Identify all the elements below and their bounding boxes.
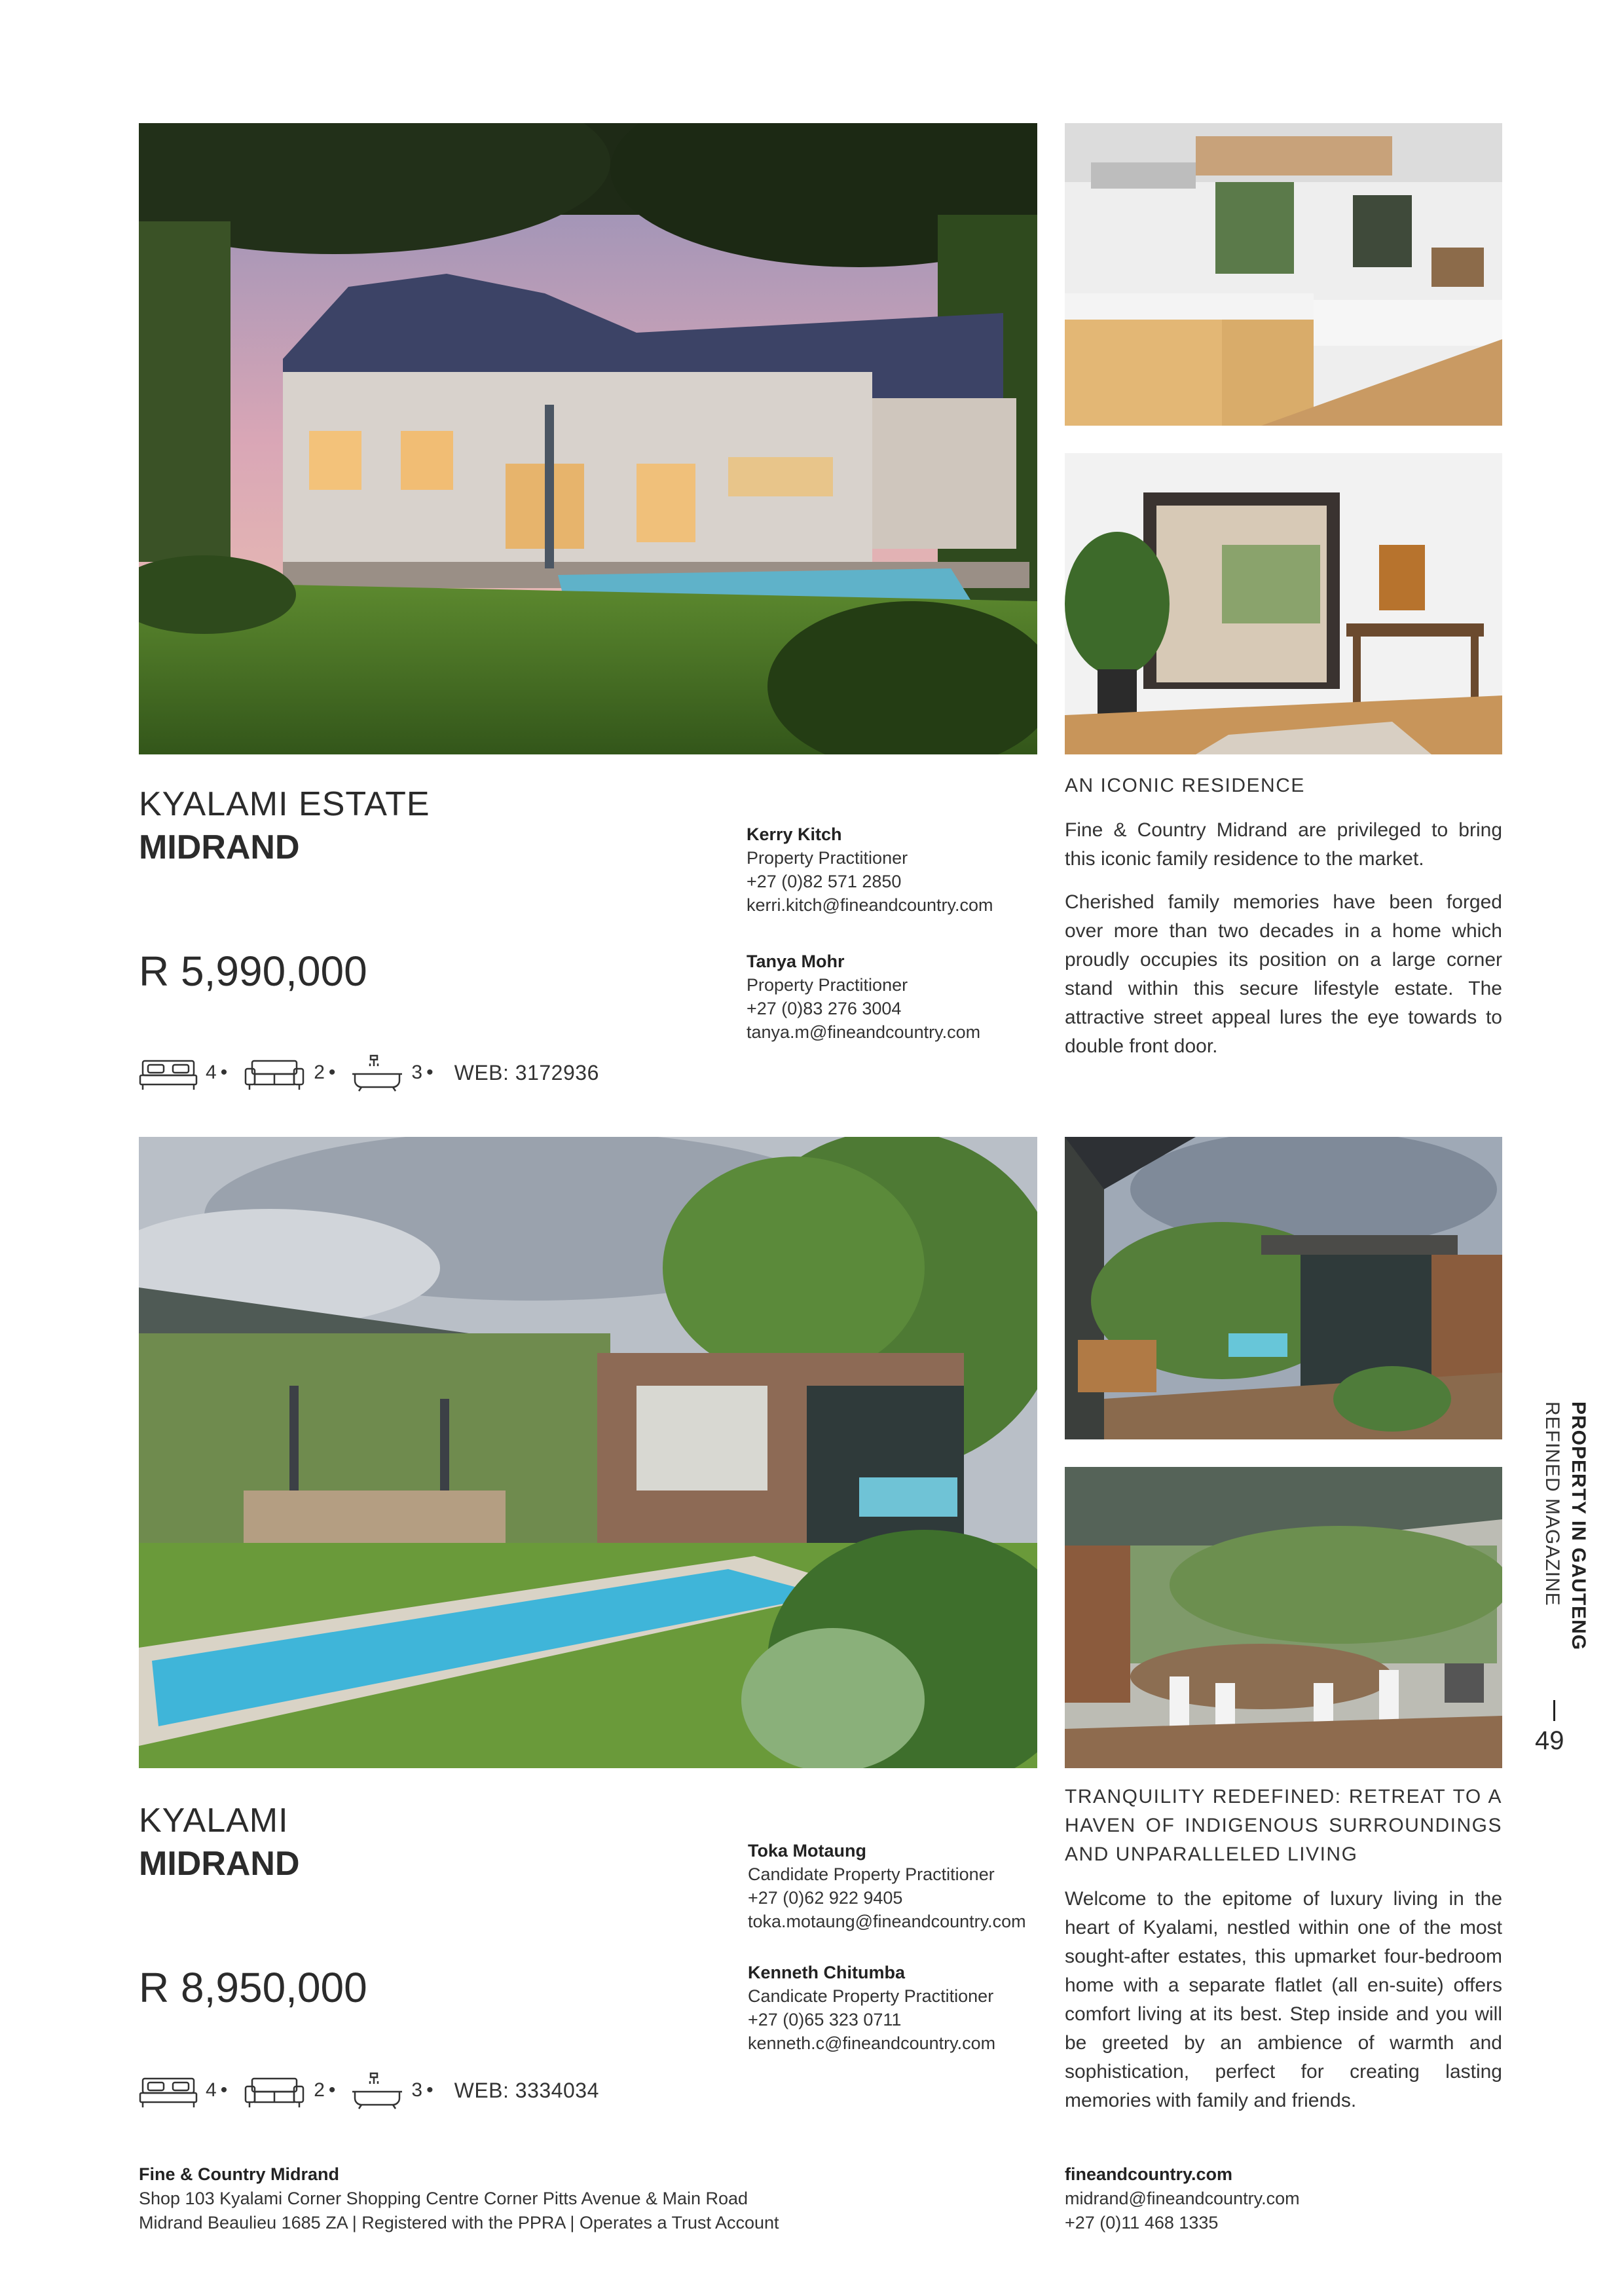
description-paragraph: Fine & Country Midrand are privileged to bring this iconic family residence to the market.	[1065, 819, 1502, 870]
section-title: PROPERTY IN GAUTENG	[1568, 1401, 1589, 1651]
description-paragraph: Welcome to the epitome of luxury living in the heart of Kyalami, nestled within one of the most sought-after estates, this upmarket four-bedroom home with a separate flatlet (all en-suite) offers comfort living at its best. Step inside and you will be greeted by an ambience of warmth and sophistication, perfect for creating lasting memories with family and friends.	[1065, 1888, 1502, 2111]
footer-office-details	[139, 2162, 779, 2235]
agent-role: Property Practitioner	[747, 848, 908, 868]
description-paragraph: Cherished family memories have been forged over more than two decades in a home which proudly occupies its position on a large corner stand within this secure lifestyle estate. The attractive street appeal lures the eye towards to double front door.	[1065, 891, 1502, 1057]
sofa-icon	[243, 1052, 306, 1094]
office-email[interactable]: midrand@fineandcountry.com	[1065, 2189, 1300, 2208]
listing-2-features	[139, 2069, 599, 2111]
listing-2-bedrooms: 4	[206, 2079, 217, 2101]
bed-icon	[139, 1052, 198, 1094]
agent-role: Candicate Property Practitioner	[748, 1986, 994, 2006]
footer-contact-details	[1065, 2162, 1300, 2235]
bathtub-icon	[351, 2069, 403, 2111]
listing-1-entrance-photo	[1065, 453, 1502, 754]
listing-2-bathrooms: 3	[411, 2079, 423, 2101]
listing-1-main-photo	[139, 123, 1037, 754]
agent-email: toka.motaung@fineandcountry.com	[748, 1912, 1026, 1931]
listing-2-description	[1065, 1885, 1502, 2130]
agent-name: Tanya Mohr	[747, 952, 845, 971]
listing-1-bedrooms: 4	[206, 1062, 217, 1083]
listing-2-suburb: KYALAMI	[139, 1802, 289, 1840]
website-link[interactable]: fineandcountry.com	[1065, 2164, 1233, 2184]
listing-2-heading: TRANQUILITY REDEFINED: RETREAT TO A HAVEN OF INDIGENOUS SURROUNDINGS AND UNPARALLELED LIVING	[1065, 1786, 1502, 1865]
agent-name: Kerry Kitch	[747, 824, 842, 844]
agent-name: Toka Motaung	[748, 1841, 866, 1861]
agent-email: kenneth.c@fineandcountry.com	[748, 2033, 996, 2053]
listing-1-bathrooms: 3	[411, 1062, 423, 1083]
agent-name: Kenneth Chitumba	[748, 1963, 905, 1982]
bullet: •	[328, 1062, 336, 1083]
agent-email: kerri.kitch@fineandcountry.com	[747, 895, 993, 915]
listing-1-description	[1065, 816, 1502, 1075]
bullet: •	[426, 1062, 434, 1083]
listing-1-kitchen-photo	[1065, 123, 1502, 426]
listing-1-web-ref: WEB: 3172936	[454, 1060, 599, 1084]
listing-2-lounges: 2	[314, 2079, 325, 2101]
listing-2-agent-1	[748, 1839, 1026, 1933]
listing-2-city: MIDRAND	[139, 1845, 300, 1883]
bullet: •	[328, 2079, 336, 2101]
magazine-section-label	[1532, 1401, 1591, 1690]
agent-phone: +27 (0)83 276 3004	[747, 999, 902, 1018]
listing-1-features	[139, 1052, 599, 1094]
listing-2-agent-2	[748, 1961, 995, 2055]
listing-1-suburb: KYALAMI ESTATE	[139, 785, 430, 823]
listing-1-price: R 5,990,000	[139, 948, 367, 995]
office-address-line-2: Midrand Beaulieu 1685 ZA | Registered with the PPRA | Operates a Trust Account	[139, 2213, 779, 2232]
bathtub-icon	[351, 1052, 403, 1094]
office-address-line-1: Shop 103 Kyalami Corner Shopping Centre Corner Pitts Avenue & Main Road	[139, 2189, 748, 2208]
agent-email: tanya.m@fineandcountry.com	[747, 1022, 981, 1042]
bed-icon	[139, 2069, 198, 2111]
page-number: 49	[1535, 1726, 1564, 1755]
bullet: •	[426, 2079, 434, 2101]
listing-2-patio-photo	[1065, 1467, 1502, 1768]
listing-2-deck-photo	[1065, 1137, 1502, 1439]
sofa-icon	[243, 2069, 306, 2111]
agent-role: Candidate Property Practitioner	[748, 1864, 995, 1884]
agent-phone: +27 (0)62 922 9405	[748, 1888, 903, 1908]
listing-2-price: R 8,950,000	[139, 1964, 367, 2011]
bullet: •	[220, 2079, 228, 2101]
office-name: Fine & Country Midrand	[139, 2164, 339, 2184]
divider	[1553, 1700, 1555, 1721]
agent-phone: +27 (0)65 323 0711	[748, 2010, 902, 2029]
listing-1-agent-2	[747, 950, 980, 1044]
agent-role: Property Practitioner	[747, 975, 908, 995]
listing-1-agent-1	[747, 823, 993, 917]
listing-1-lounges: 2	[314, 1062, 325, 1083]
agent-phone: +27 (0)82 571 2850	[747, 872, 902, 891]
listing-2-main-photo	[139, 1137, 1037, 1768]
listing-1-heading: AN ICONIC RESIDENCE	[1065, 775, 1305, 796]
magazine-name: REFINED MAGAZINE	[1541, 1401, 1563, 1606]
bullet: •	[220, 1062, 228, 1083]
listing-2-web-ref: WEB: 3334034	[454, 2078, 599, 2102]
office-phone: +27 (0)11 468 1335	[1065, 2213, 1219, 2232]
listing-1-city: MIDRAND	[139, 828, 300, 866]
